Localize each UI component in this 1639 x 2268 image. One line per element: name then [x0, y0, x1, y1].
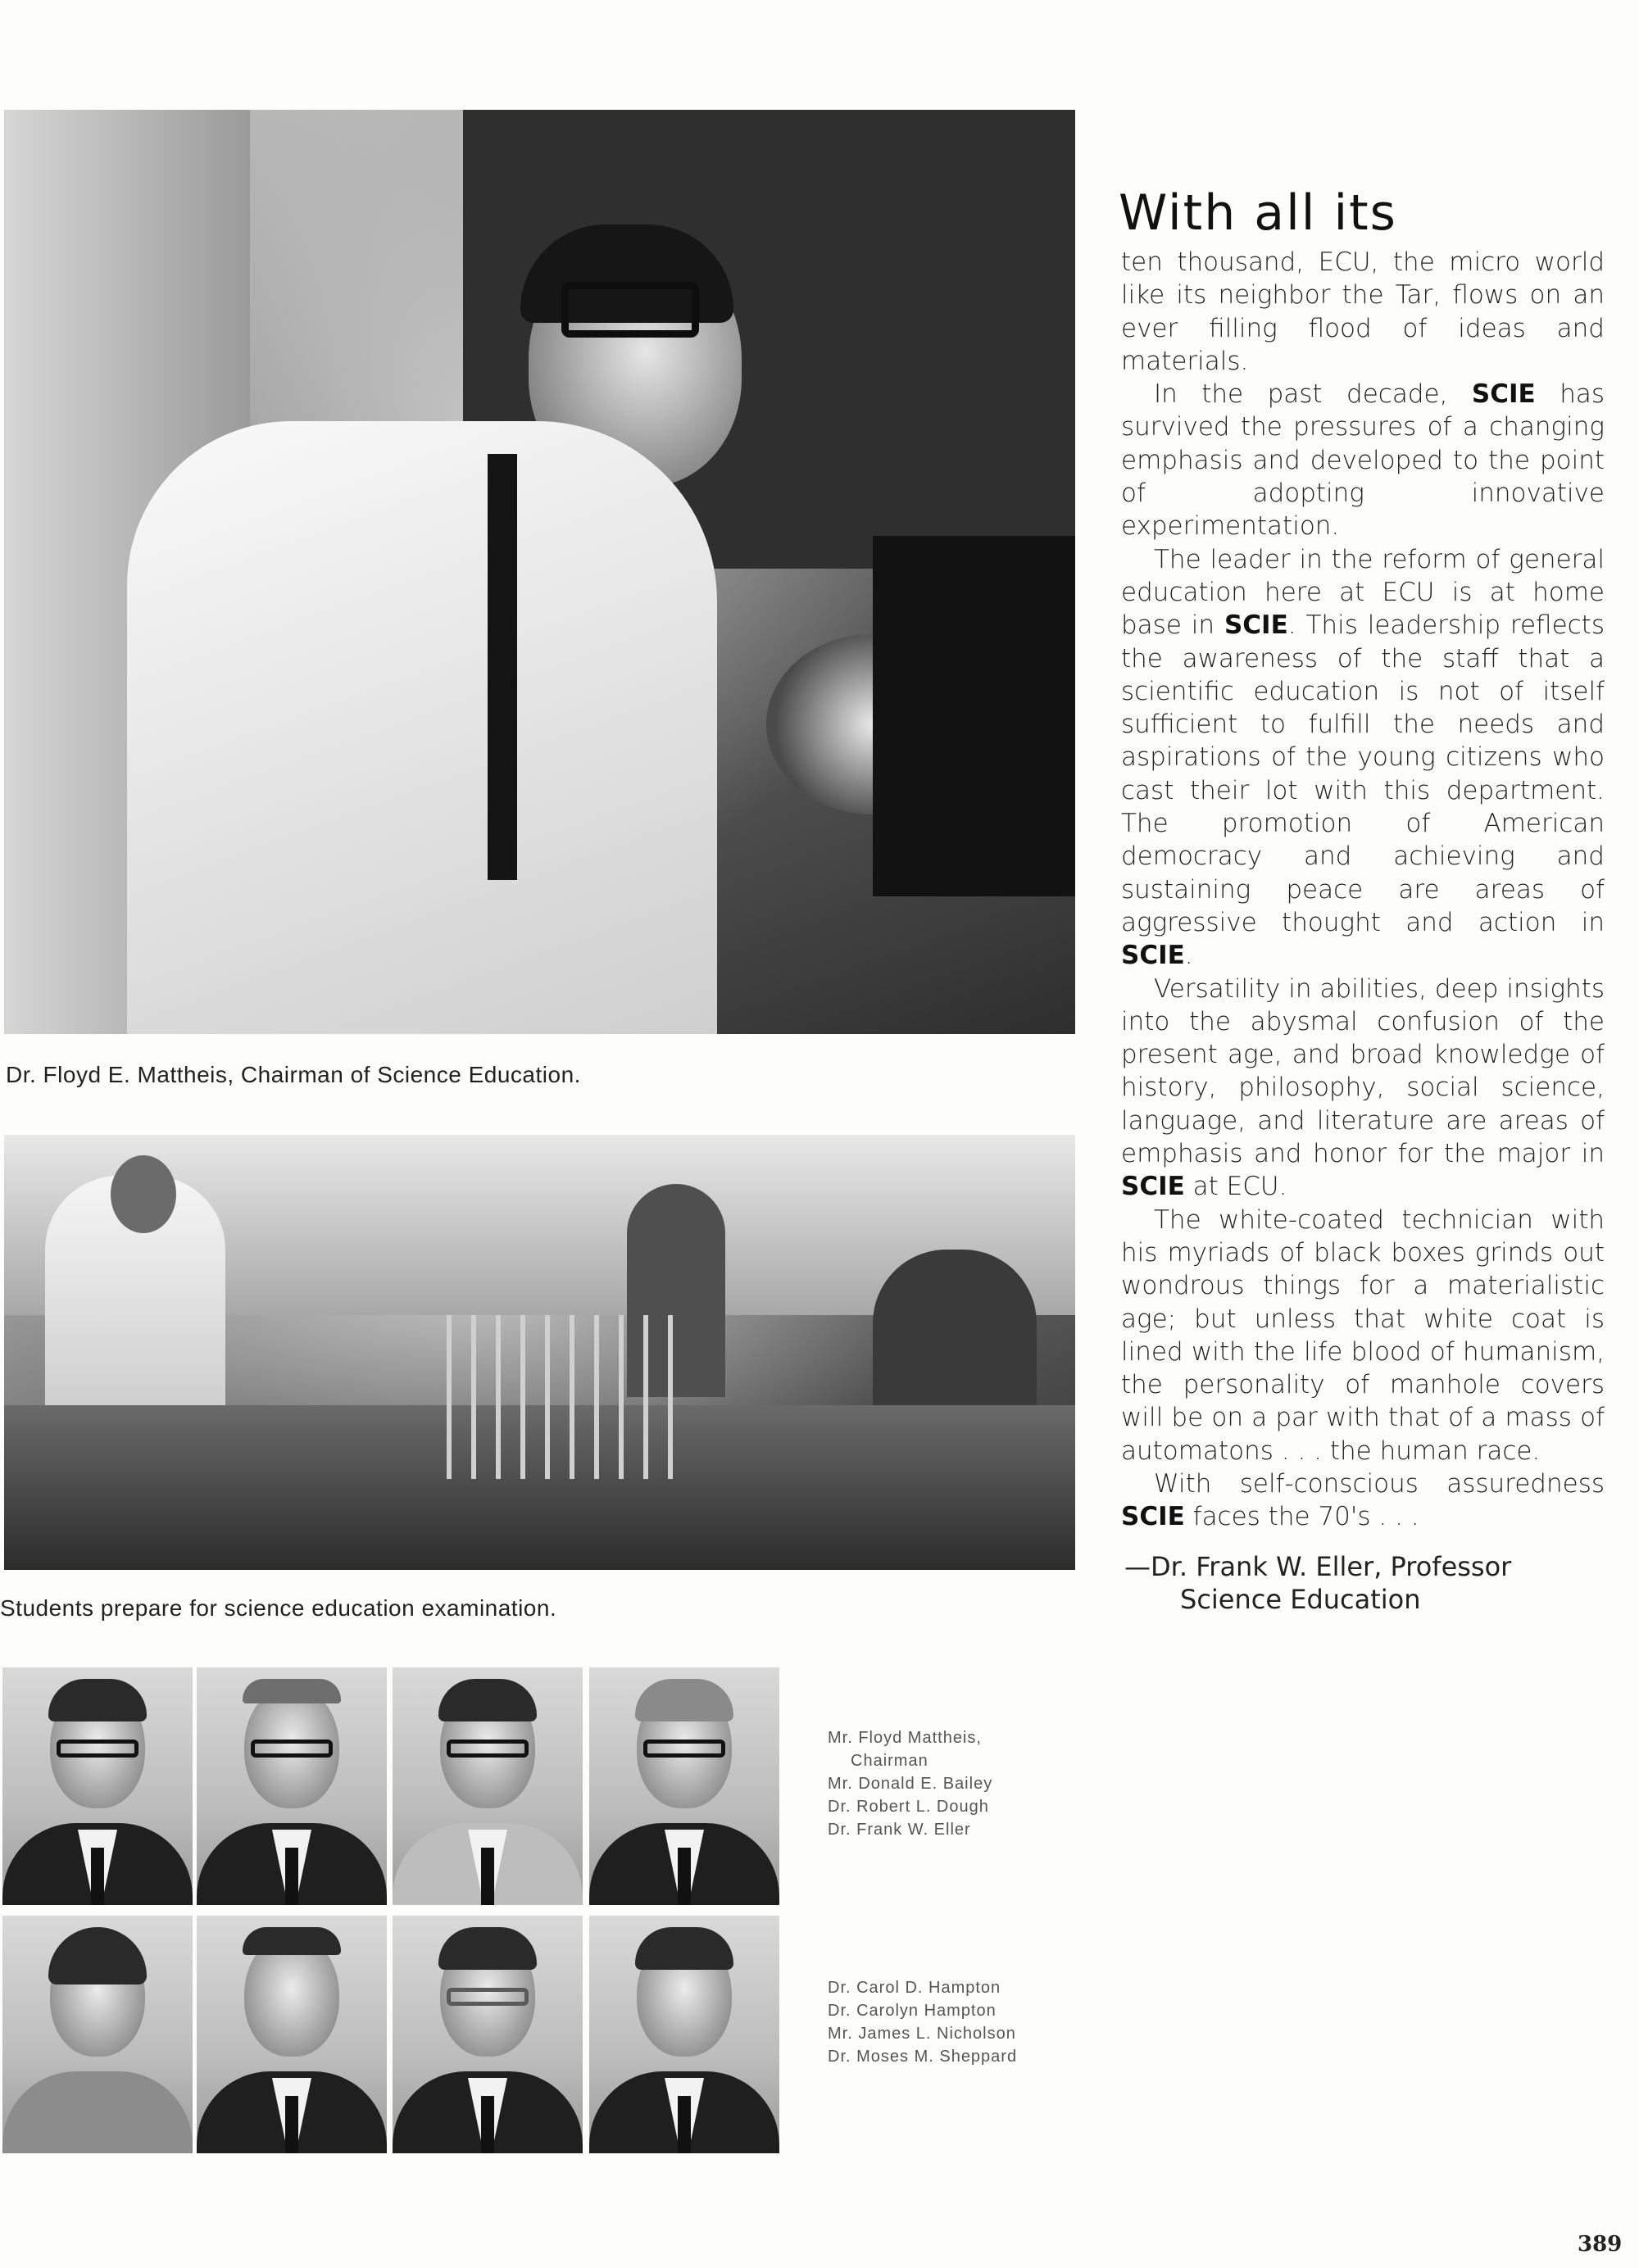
portrait-robert-dough: [393, 1667, 583, 1905]
faculty-names-row-1: Mr. Floyd Mattheis, Chairman Mr. Donald E. Bailey Dr. Robert L. Dough Dr. Frank W. Eller: [828, 1729, 993, 1839]
photo-students-lab: [4, 1135, 1075, 1570]
caption-top-photo: Dr. Floyd E. Mattheis, Chairman of Science Education.: [6, 1062, 581, 1087]
portrait-james-nicholson: [393, 1916, 583, 2153]
paragraph-2: In the past decade, SCIE has survived the pressures of a changing emphasis and developed to the point of adopting innovative experimentation.: [1121, 379, 1605, 542]
portrait-frank-eller: [589, 1667, 779, 1905]
caption-middle-photo: Students prepare for science education examination.: [0, 1595, 557, 1621]
portrait-carolyn-hampton: [197, 1916, 387, 2153]
article-signature: [1124, 1550, 1511, 1616]
page-number: 389: [1578, 2232, 1623, 2257]
portrait-floyd-mattheis: [2, 1667, 193, 1905]
paragraph-6: With self-conscious assuredness SCIE faces the 70's . . .: [1121, 1468, 1605, 1532]
paragraph-4: Versatility in abilities, deep insights into the abysmal confusion of the present age, and broad knowledge of history, philosophy, social science, language, and literature are areas of emphasis and honor for the major in SCIE at ECU.: [1121, 973, 1605, 1202]
article-body: [1121, 246, 1605, 1534]
paragraph-5: The white-coated technician with his myriads of black boxes grinds out wondrous things for a materialistic age; but unless that white coat is lined with the life blood of humanism, the personality of manhole covers will be on a par with that of a mass of automatons . . . the human race.: [1121, 1204, 1605, 1466]
portrait-donald-bailey: [197, 1667, 387, 1905]
faculty-names-row-2: Dr. Carol D. Hampton Dr. Carolyn Hampton Mr. James L. Nicholson Dr. Moses M. Sheppard: [828, 1979, 1018, 2066]
portrait-moses-sheppard: [589, 1916, 779, 2153]
paragraph-1: ten thousand, ECU, the micro world like its neighbor the Tar, flows on an ever filling flood of ideas and materials.: [1121, 247, 1605, 376]
portrait-carol-hampton: [2, 1916, 193, 2153]
signature-line-1: —Dr. Frank W. Eller, Professor: [1124, 1551, 1512, 1582]
paragraph-3: The leader in the reform of general education here at ECU is at home base in SCIE. This leadership reflects the awareness of the staff that a scientific education is not of itself sufficient to fulfill the needs and aspirations of the young citizens who cast their lot with this department. The promotion of American democracy and achieving and sustaining peace are areas of aggressive thought and action in SCIE.: [1121, 544, 1605, 971]
signature-line-2: Science Education: [1180, 1584, 1421, 1615]
article-headline: With all its: [1119, 184, 1397, 242]
photo-chairman-lab: [4, 110, 1075, 1034]
